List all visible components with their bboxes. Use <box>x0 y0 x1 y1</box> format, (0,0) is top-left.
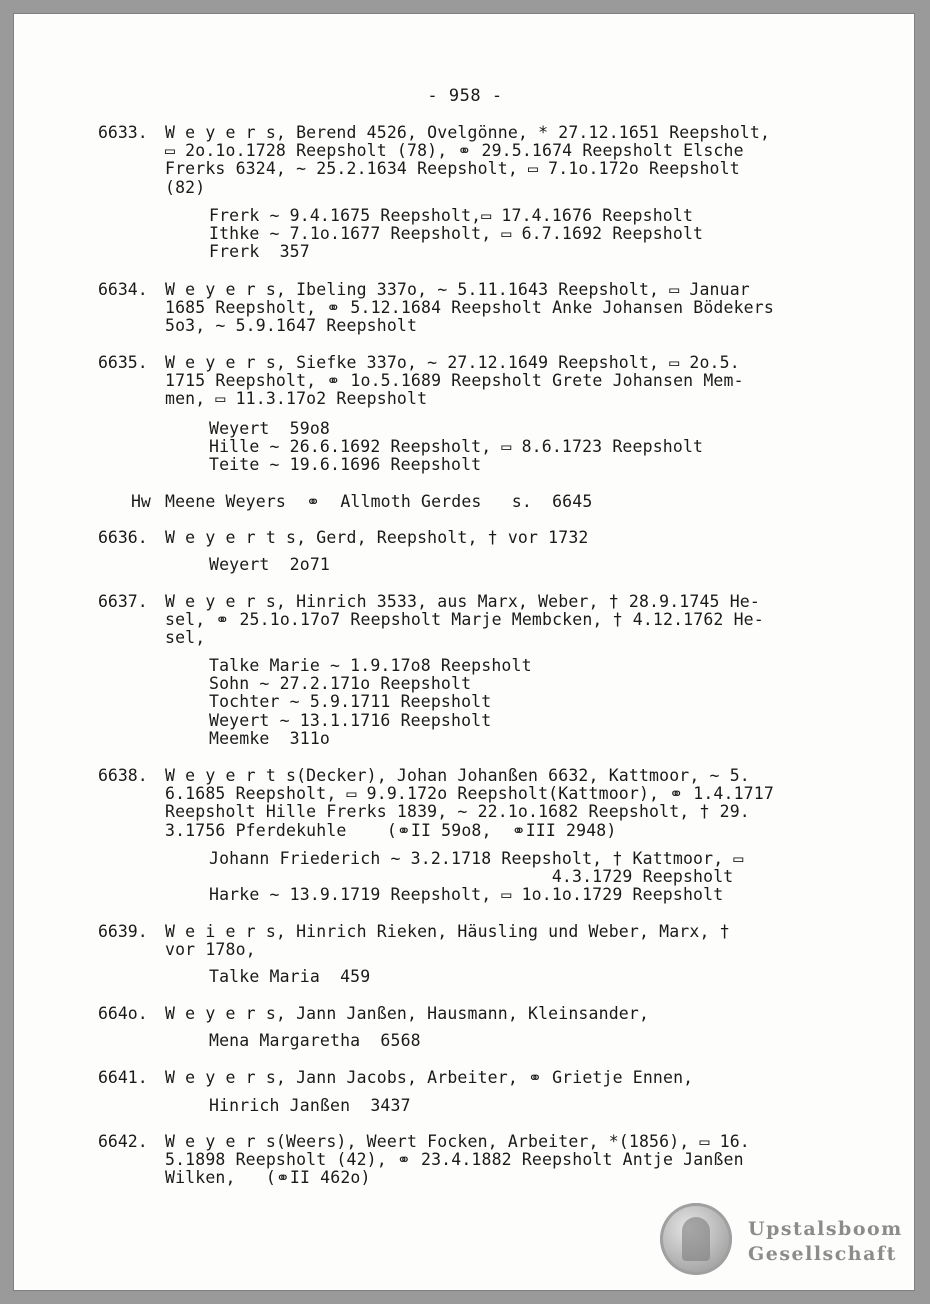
entry-number: 664o. <box>98 1004 148 1023</box>
entry-text-line: men, ▭ 11.3.17o2 Reepsholt <box>165 389 428 409</box>
child-line: Mena Margaretha 6568 <box>209 1031 421 1050</box>
entry-text-line: W e y e r s, Hinrich 3533, aus Marx, Weber, † 28.9.1745 He- <box>165 592 760 611</box>
child-line: Tochter ~ 5.9.1711 Reepsholt <box>209 692 492 712</box>
entry-text-line: Wilken, (⚭II 462o) <box>165 1168 371 1188</box>
entry-text-line: 6.1685 Reepsholt, ▭ 9.9.172o Reepsholt(Kattmoor), ⚭ 1.4.1717 <box>165 784 774 804</box>
entry-text-line: 1685 Reepsholt, ⚭ 5.12.1684 Reepsholt Anke Johansen Bödekers <box>165 298 774 318</box>
entry-text-line: W e y e r s(Weers), Weert Focken, Arbeiter, *(1856), ▭ 16. <box>165 1132 750 1151</box>
entry-number: 6642. <box>98 1132 148 1151</box>
child-line: Weyert 59o8 <box>209 419 331 438</box>
child-line: Talke Maria 459 <box>209 967 371 986</box>
seal-logo <box>660 1203 732 1275</box>
child-line: Hinrich Janßen 3437 <box>209 1096 411 1115</box>
entry-number: 6637. <box>98 592 148 611</box>
child-line: Teite ~ 19.6.1696 Reepsholt <box>209 455 482 475</box>
entry-text-line: vor 178o, <box>165 940 256 960</box>
child-line: Talke Marie ~ 1.9.17o8 Reepsholt <box>209 656 532 675</box>
entry-number: 6641. <box>98 1068 148 1087</box>
tree-icon <box>682 1217 710 1261</box>
entry-text-line: W e y e r t s(Decker), Johan Johanßen 6632, Kattmoor, ~ 5. <box>165 766 750 785</box>
child-line: Weyert ~ 13.1.1716 Reepsholt <box>209 710 492 730</box>
entry-text-line: Meene Weyers ⚭ Allmoth Gerdes s. 6645 <box>165 492 593 511</box>
entry-number: Hw <box>131 492 151 511</box>
watermark-line1: Upstalsboom <box>748 1218 903 1240</box>
entry-number: 6635. <box>98 353 148 372</box>
entry-text-line: W e y e r s, Siefke 337o, ~ 27.12.1649 Reepsholt, ▭ 2o.5. <box>165 353 740 372</box>
child-line: Weyert 2o71 <box>209 555 331 574</box>
entry-number: 6639. <box>98 922 148 941</box>
entry-text-line: (82) <box>165 177 206 197</box>
entry-text-line: W e y e r s, Berend 4526, Ovelgönne, * 27.12.1651 Reepsholt, <box>165 123 771 142</box>
entry-text-line: 1715 Reepsholt, ⚭ 1o.5.1689 Reepsholt Grete Johansen Mem- <box>165 371 744 391</box>
child-line: Harke ~ 13.9.1719 Reepsholt, ▭ 1o.1o.1729 Reepsholt <box>209 885 724 905</box>
entry-text-line: sel, <box>165 628 206 648</box>
child-line: Hille ~ 26.6.1692 Reepsholt, ▭ 8.6.1723 Reepsholt <box>209 437 704 457</box>
entry-number: 6634. <box>98 280 148 299</box>
child-line: Sohn ~ 27.2.171o Reepsholt <box>209 674 472 694</box>
child-line: 4.3.1729 Reepsholt <box>209 867 734 887</box>
entry-number: 6636. <box>98 528 148 547</box>
page-number: - 958 - <box>427 86 503 106</box>
entry-text-line: W e i e r s, Hinrich Rieken, Häusling und Weber, Marx, † <box>165 922 730 941</box>
entry-text-line: W e y e r t s, Gerd, Reepsholt, † vor 1732 <box>165 528 589 547</box>
watermark-line2: Gesellschaft <box>748 1243 897 1265</box>
entry-text-line: sel, ⚭ 25.1o.17o7 Reepsholt Marje Membcken, † 4.12.1762 He- <box>165 610 764 630</box>
entry-number: 6638. <box>98 766 148 785</box>
entry-text-line: Frerks 6324, ~ 25.2.1634 Reepsholt, ▭ 7.1o.172o Reepsholt <box>165 159 740 179</box>
entry-text-line: W e y e r s, Ibeling 337o, ~ 5.11.1643 Reepsholt, ▭ Januar <box>165 280 750 299</box>
child-line: Johann Friederich ~ 3.2.1718 Reepsholt, † Kattmoor, ▭ <box>209 849 744 868</box>
entry-text-line: Reepsholt Hille Frerks 1839, ~ 22.1o.1682 Reepsholt, † 29. <box>165 802 750 822</box>
entry-number: 6633. <box>98 123 148 142</box>
entry-text-line: W e y e r s, Jann Jacobs, Arbeiter, ⚭ Grietje Ennen, <box>165 1068 694 1087</box>
entry-text-line: ▭ 2o.1o.1728 Reepsholt (78), ⚭ 29.5.1674 Reepsholt Elsche <box>165 141 744 161</box>
child-line: Ithke ~ 7.1o.1677 Reepsholt, ▭ 6.7.1692 Reepsholt <box>209 224 704 244</box>
child-line: Frerk ~ 9.4.1675 Reepsholt,▭ 17.4.1676 Reepsholt <box>209 206 694 225</box>
entry-text-line: W e y e r s, Jann Janßen, Hausmann, Kleinsander, <box>165 1004 650 1023</box>
child-line: Meemke 311o <box>209 728 331 748</box>
entry-text-line: 3.1756 Pferdekuhle (⚭II 59o8, ⚭III 2948) <box>165 820 617 840</box>
child-line: Frerk 357 <box>209 242 310 262</box>
entry-text-line: 5o3, ~ 5.9.1647 Reepsholt <box>165 316 418 336</box>
entry-text-line: 5.1898 Reepsholt (42), ⚭ 23.4.1882 Reepsholt Antje Janßen <box>165 1150 744 1170</box>
